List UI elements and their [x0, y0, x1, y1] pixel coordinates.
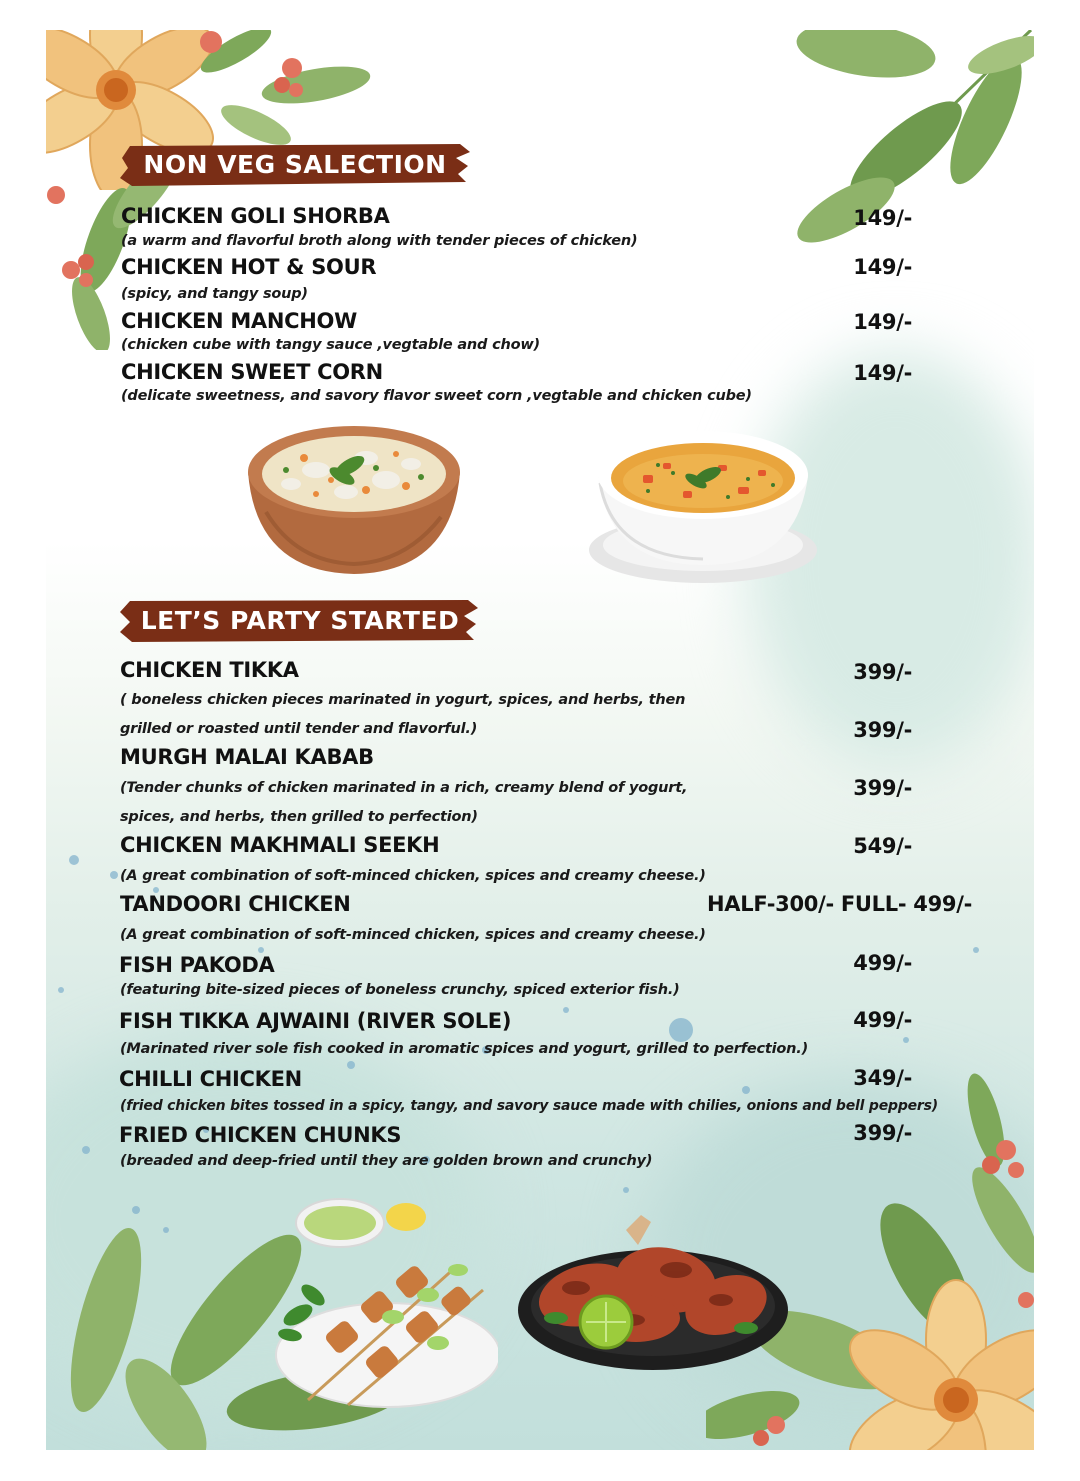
menu-item-description: (Tender chunks of chicken marinated in a rich, creamy blend of yogurt,	[120, 780, 688, 796]
menu-item-description: (delicate sweetness, and savory flavor sweet corn ,vegtable and chicken cube)	[121, 388, 752, 404]
menu-item-name: CHICKEN GOLI SHORBA	[121, 204, 390, 228]
menu-item-price: 499/-	[853, 1008, 912, 1032]
section-heading-non-veg	[120, 142, 470, 188]
section-title: LET’S PARTY STARTED	[140, 606, 460, 635]
menu-item-description: (A great combination of soft-minced chicken, spices and creamy cheese.)	[120, 868, 706, 884]
soup-bowl-image	[588, 425, 818, 585]
menu-item-name: CHICKEN MAKHMALI SEEKH	[120, 833, 440, 857]
menu-item-description: spices, and herbs, then grilled to perfection)	[120, 809, 478, 825]
menu-item-description: (Marinated river sole fish cooked in aromatic spices and yogurt, grilled to perfection.)	[120, 1041, 809, 1057]
menu-item-description: ( boneless chicken pieces marinated in yogurt, spices, and herbs, then	[120, 692, 686, 708]
menu-item-price: 399/-	[853, 718, 912, 742]
menu-item-description: (spicy, and tangy soup)	[121, 286, 308, 302]
menu-item-description: (featuring bite-sized pieces of boneless crunchy, spiced exterior fish.)	[120, 982, 680, 998]
menu-item-name: FISH PAKODA	[119, 953, 275, 977]
menu-page	[46, 30, 1034, 1450]
section-title: NON VEG SALECTION	[143, 150, 447, 179]
menu-item-description: (A great combination of soft-minced chicken, spices and creamy cheese.)	[120, 927, 706, 943]
menu-item-name: CHICKEN MANCHOW	[121, 309, 357, 333]
menu-item-description: (chicken cube with tangy sauce ,vegtable and chow)	[121, 337, 540, 353]
menu-item-description: (a warm and flavorful broth along with tender pieces of chicken)	[121, 233, 638, 249]
menu-item-name: FISH TIKKA AJWAINI (RIVER SOLE)	[119, 1009, 512, 1033]
menu-item-description: (breaded and deep-fried until they are golden brown and crunchy)	[120, 1153, 653, 1169]
menu-item-price: 149/-	[853, 361, 912, 385]
menu-item-description: grilled or roasted until tender and flavorful.)	[120, 721, 478, 737]
menu-item-price: HALF-300/- FULL- 499/-	[707, 892, 972, 916]
menu-item-description: (fried chicken bites tossed in a spicy, tangy, and savory sauce made with chilies, onions and bell peppers)	[120, 1098, 938, 1114]
menu-item-price: 399/-	[853, 660, 912, 684]
menu-item-name: CHILLI CHICKEN	[119, 1067, 302, 1091]
leaf-icon	[786, 30, 1034, 270]
menu-item-name: FRIED CHICKEN CHUNKS	[119, 1123, 402, 1147]
menu-item-price: 399/-	[853, 1121, 912, 1145]
menu-item-price: 549/-	[853, 834, 912, 858]
chicken-tikka-plate-image	[268, 1195, 498, 1415]
menu-item-price: 349/-	[853, 1066, 912, 1090]
tandoori-chicken-plate-image	[516, 1210, 791, 1375]
menu-item-name: TANDOORI CHICKEN	[120, 892, 351, 916]
section-heading-party	[120, 598, 480, 644]
menu-item-price: 149/-	[853, 310, 912, 334]
menu-item-price: 499/-	[853, 951, 912, 975]
menu-item-price: 399/-	[853, 776, 912, 800]
menu-item-price: 149/-	[853, 206, 912, 230]
menu-item-name: CHICKEN SWEET CORN	[121, 360, 383, 384]
flower-icon	[826, 1270, 1034, 1450]
menu-item-name: MURGH MALAI KABAB	[120, 745, 374, 769]
menu-item-price: 149/-	[853, 255, 912, 279]
leaf-icon	[46, 30, 386, 350]
soup-bowl-image	[246, 422, 462, 576]
menu-item-name: CHICKEN HOT & SOUR	[121, 255, 377, 279]
menu-item-name: CHICKEN TIKKA	[120, 658, 299, 682]
